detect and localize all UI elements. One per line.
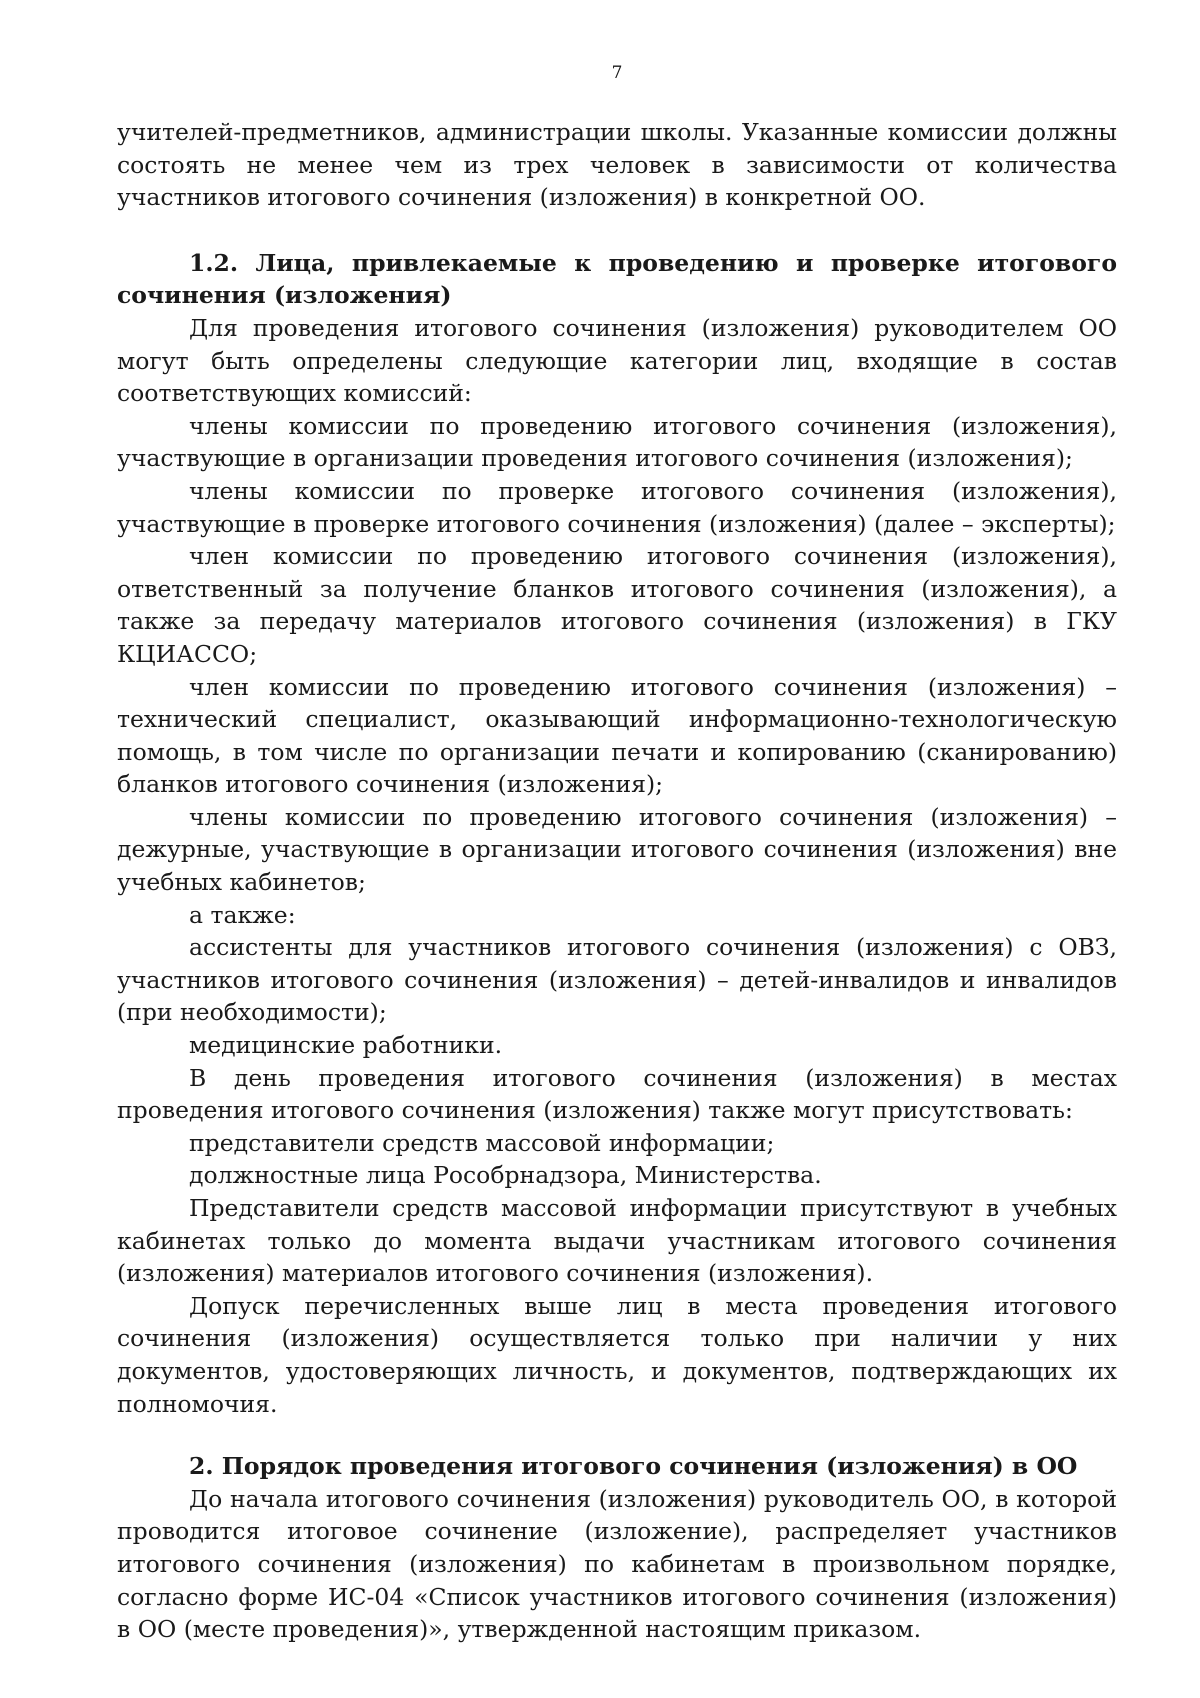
presence-list-item: представители средств массовой информации; <box>189 1128 775 1157</box>
presence-list-item: должностные лица Рособрнадзора, Министерства. <box>189 1161 822 1190</box>
list-item: медицинские работники. <box>189 1031 503 1060</box>
intro-paragraph: учителей-предметников, администрации школы. Указанные комиссии должны состоять не менее чем из трех человек в зависимости от количества участников итогового сочинения (изложения) в конкретной ОО. <box>117 118 1117 212</box>
list-item: а также: <box>189 900 296 929</box>
list-item: член комиссии по проведению итогового сочинения (изложения), ответственный за получение бланков итогового сочинения (изложения), а также за передачу материалов итогового сочинения (изложения) в ГКУ КЦИАССО; <box>117 542 1117 668</box>
presence-lead-paragraph: В день проведения итогового сочинения (изложения) в местах проведения итогового сочинения (изложения) также могут присутствовать: <box>117 1063 1117 1125</box>
list-item: члены комиссии по проведению итогового сочинения (изложения), участвующие в организации проведения итогового сочинения (изложения); <box>117 411 1117 473</box>
media-note-paragraph: Представители средств массовой информации присутствуют в учебных кабинетах только до момента выдачи участникам итогового сочинения (изложения) материалов итогового сочинения (изложения). <box>117 1194 1117 1288</box>
list-item: члены комиссии по проверке итогового сочинения (изложения), участвующие в проверке итогового сочинения (изложения) (далее – эксперты); <box>117 476 1117 538</box>
spacer <box>117 1420 1117 1450</box>
spacer <box>117 214 1117 247</box>
section-heading-1-2: 1.2. Лица, привлекаемые к проведению и проверке итогового сочинения (изложения) <box>117 248 1117 310</box>
list-item: ассистенты для участников итогового сочинения (изложения) с ОВЗ, участников итогового сочинения (изложения) – детей-инвалидов и инвалидов (при необходимости); <box>117 933 1117 1027</box>
section-2-paragraph: До начала итогового сочинения (изложения) руководитель ОО, в которой проводится итоговое сочинение (изложение), распределяет участников итогового сочинения (изложения) по кабинетам в произвольном порядке, согласно форме ИС-04 «Список участников итогового сочинения (изложения) в ОО (месте проведения)», утвержденной настоящим приказом. <box>117 1484 1117 1644</box>
list-item: члены комиссии по проведению итогового сочинения (изложения) – дежурные, участвующие в организации итогового сочинения (изложения) вне учебных кабинетов; <box>117 802 1117 897</box>
list-item: член комиссии по проведению итогового сочинения (изложения) – технический специалист, оказывающий информационно-технологическую помощь, в том числе по организации печати и копированию (сканированию) бланков итогового сочинения (изложения); <box>117 672 1117 799</box>
page-number: 7 <box>611 63 623 83</box>
section-lead-paragraph: Для проведения итогового сочинения (изложения) руководителем ОО могут быть определены следующие категории лиц, входящие в состав соответствующих комиссий: <box>117 313 1117 408</box>
admission-note-paragraph: Допуск перечисленных выше лиц в места проведения итогового сочинения (изложения) осуществляется только при наличии у них документов, удостоверяющих личность, и документов, подтверждающих их полномочия. <box>117 1291 1117 1418</box>
section-heading-2: 2. Порядок проведения итогового сочинения (изложения) в ОО <box>189 1452 1078 1481</box>
